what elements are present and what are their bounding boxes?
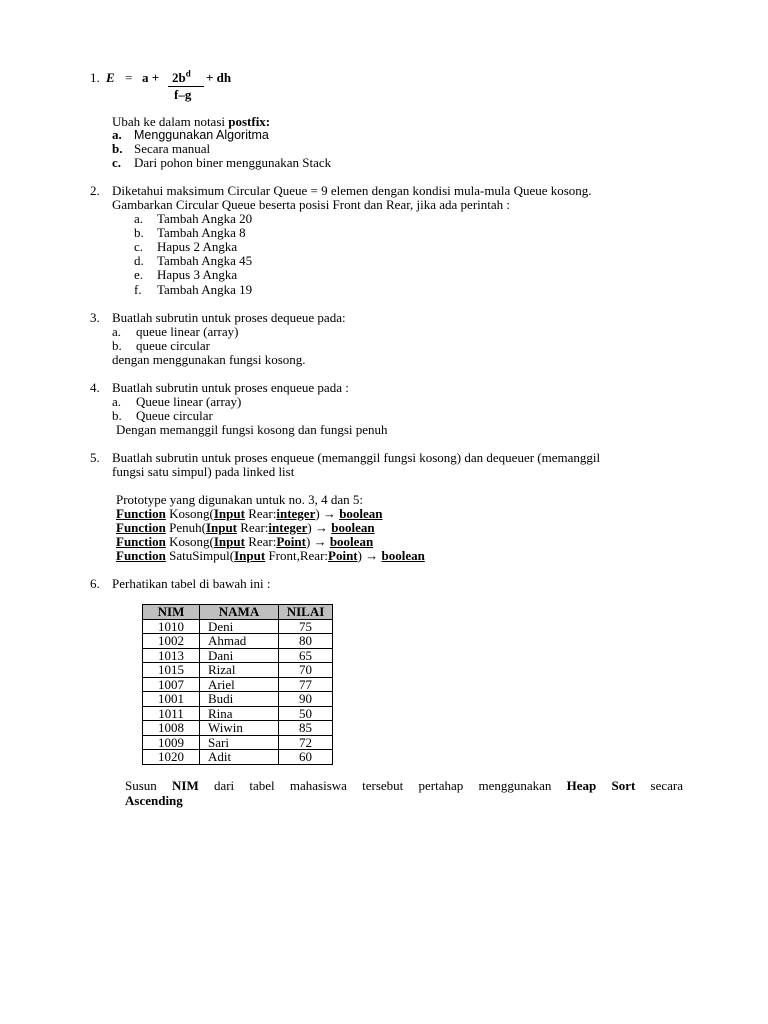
cell-nim: 1001 xyxy=(143,692,200,707)
q3-number: 3. xyxy=(90,310,100,325)
q1-equals: = xyxy=(125,70,133,85)
q6-line1: Perhatikan tabel di bawah ini : xyxy=(112,576,271,591)
q3-item-b: queue circular xyxy=(136,338,210,353)
q3-line1: Buatlah subrutin untuk proses dequeue pada: xyxy=(112,310,346,325)
q2-item-a: Tambah Angka 20 xyxy=(157,211,253,226)
col-header-nilai: NILAI xyxy=(279,605,333,620)
cell-nim: 1002 xyxy=(143,634,200,649)
table-row xyxy=(143,692,333,707)
cell-nilai: 77 xyxy=(279,677,333,692)
q1-term-a: a + xyxy=(142,70,160,85)
prototype-line: Function SatuSimpul(Input Front,Rear:Point) → boolean xyxy=(116,548,425,563)
table-row xyxy=(143,706,333,721)
col-header-nim: NIM xyxy=(143,605,200,620)
q5-number: 5. xyxy=(90,450,100,465)
q6-instruction: Susun NIM dari tabel mahasiswa tersebut pertahap menggunakan Heap Sort secara xyxy=(125,778,683,793)
q1-item-a: Menggunakan Algoritma xyxy=(134,128,269,142)
q1-number: 1. xyxy=(90,70,100,85)
table-row xyxy=(143,735,333,750)
q4-footer: Dengan memanggil fungsi kosong dan fungsi penuh xyxy=(116,422,388,437)
table-header-row xyxy=(143,605,333,620)
q4-item-a: Queue linear (array) xyxy=(136,394,242,409)
q1-numerator: $2b^d$ xyxy=(172,68,191,85)
cell-nim: 1007 xyxy=(143,677,200,692)
q1-intro: Ubah ke dalam notasi postfix: xyxy=(112,114,271,129)
cell-nama: Ariel xyxy=(200,677,279,692)
cell-nim: 1011 xyxy=(143,706,200,721)
q4-item-a-letter: a. xyxy=(112,394,122,409)
cell-nim: 1010 xyxy=(143,619,200,634)
cell-nim: 1008 xyxy=(143,721,200,736)
q6-instruction-line2: Ascending xyxy=(125,793,183,808)
cell-nilai: 70 xyxy=(279,663,333,678)
q1-lhs: E xyxy=(106,70,115,85)
cell-nilai: 75 xyxy=(279,619,333,634)
q2-item-c-letter: c. xyxy=(134,239,144,254)
q6-number: 6. xyxy=(90,576,100,591)
cell-nilai: 50 xyxy=(279,706,333,721)
cell-nama: Dani xyxy=(200,648,279,663)
table-row xyxy=(143,634,333,649)
cell-nama: Rina xyxy=(200,706,279,721)
q2-item-c: Hapus 2 Angka xyxy=(157,239,238,254)
q2-line1: Diketahui maksimum Circular Queue = 9 elemen dengan kondisi mula-mula Queue kosong. xyxy=(112,183,592,198)
cell-nilai: 85 xyxy=(279,721,333,736)
q2-item-b-letter: b. xyxy=(134,225,144,240)
q1-item-a-letter: a. xyxy=(112,127,122,142)
q5-line1: Buatlah subrutin untuk proses enqueue (memanggil fungsi kosong) dan dequeuer (memanggil xyxy=(112,450,601,465)
cell-nama: Adit xyxy=(200,750,279,765)
cell-nama: Deni xyxy=(200,619,279,634)
q3-item-a-letter: a. xyxy=(112,324,122,339)
q1-denominator: f–g xyxy=(174,87,192,102)
q1-tail: + dh xyxy=(206,70,232,85)
table-row xyxy=(143,750,333,765)
q3-item-a: queue linear (array) xyxy=(136,324,239,339)
q3-footer: dengan menggunakan fungsi kosong. xyxy=(112,352,306,367)
q2-item-b: Tambah Angka 8 xyxy=(157,225,246,240)
arrow-icon: → xyxy=(315,520,328,535)
cell-nim: 1020 xyxy=(143,750,200,765)
table-row xyxy=(143,721,333,736)
q2-item-d-letter: d. xyxy=(134,253,144,268)
q1-item-c: Dari pohon biner menggunakan Stack xyxy=(134,155,332,170)
q2-item-f-letter: f. xyxy=(134,282,142,297)
q2-item-e-letter: e. xyxy=(134,267,144,282)
cell-nim: 1015 xyxy=(143,663,200,678)
q1-item-b: Secara manual xyxy=(134,141,211,156)
cell-nilai: 80 xyxy=(279,634,333,649)
prototype-line: Function Penuh(Input Rear:integer) → boolean xyxy=(116,520,375,535)
q4-item-b-letter: b. xyxy=(112,408,122,423)
q4-number: 4. xyxy=(90,380,100,395)
q2-item-d: Tambah Angka 45 xyxy=(157,253,253,268)
arrow-icon: → xyxy=(365,548,379,563)
prototype-line: Function Kosong(Input Rear:Point) → boolean xyxy=(116,534,374,549)
q4-line1: Buatlah subrutin untuk proses enqueue pada : xyxy=(112,380,349,395)
q2-item-e: Hapus 3 Angka xyxy=(157,267,238,282)
cell-nama: Sari xyxy=(200,735,279,750)
q1-item-b-letter: b. xyxy=(112,141,123,156)
q2-line2: Gambarkan Circular Queue beserta posisi Front dan Rear, jika ada perintah : xyxy=(112,197,511,212)
cell-nilai: 72 xyxy=(279,735,333,750)
q4-item-b: Queue circular xyxy=(136,408,213,423)
prototype-line: Function Kosong(Input Rear:integer) → boolean xyxy=(116,506,383,521)
q1-item-c-letter: c. xyxy=(112,155,122,170)
cell-nim: 1013 xyxy=(143,648,200,663)
cell-nilai: 65 xyxy=(279,648,333,663)
arrow-icon: → xyxy=(322,506,336,521)
table-row xyxy=(143,648,333,663)
q3-item-b-letter: b. xyxy=(112,338,122,353)
table-row xyxy=(143,677,333,692)
q2-item-f: Tambah Angka 19 xyxy=(157,282,253,297)
table-row xyxy=(143,663,333,678)
q5-line2: fungsi satu simpul) pada linked list xyxy=(112,464,295,479)
cell-nama: Ahmad xyxy=(200,634,279,649)
arrow-icon: → xyxy=(313,534,327,549)
col-header-nama: NAMA xyxy=(200,605,279,620)
q5-proto-intro: Prototype yang digunakan untuk no. 3, 4 dan 5: xyxy=(116,492,363,507)
q2-number: 2. xyxy=(90,183,100,198)
q2-item-a-letter: a. xyxy=(134,211,144,226)
table-row xyxy=(143,619,333,634)
cell-nim: 1009 xyxy=(143,735,200,750)
cell-nilai: 60 xyxy=(279,750,333,765)
cell-nama: Wiwin xyxy=(200,721,279,736)
cell-nama: Rizal xyxy=(200,663,279,678)
cell-nilai: 90 xyxy=(279,692,333,707)
student-table xyxy=(142,604,333,765)
cell-nama: Budi xyxy=(200,692,279,707)
